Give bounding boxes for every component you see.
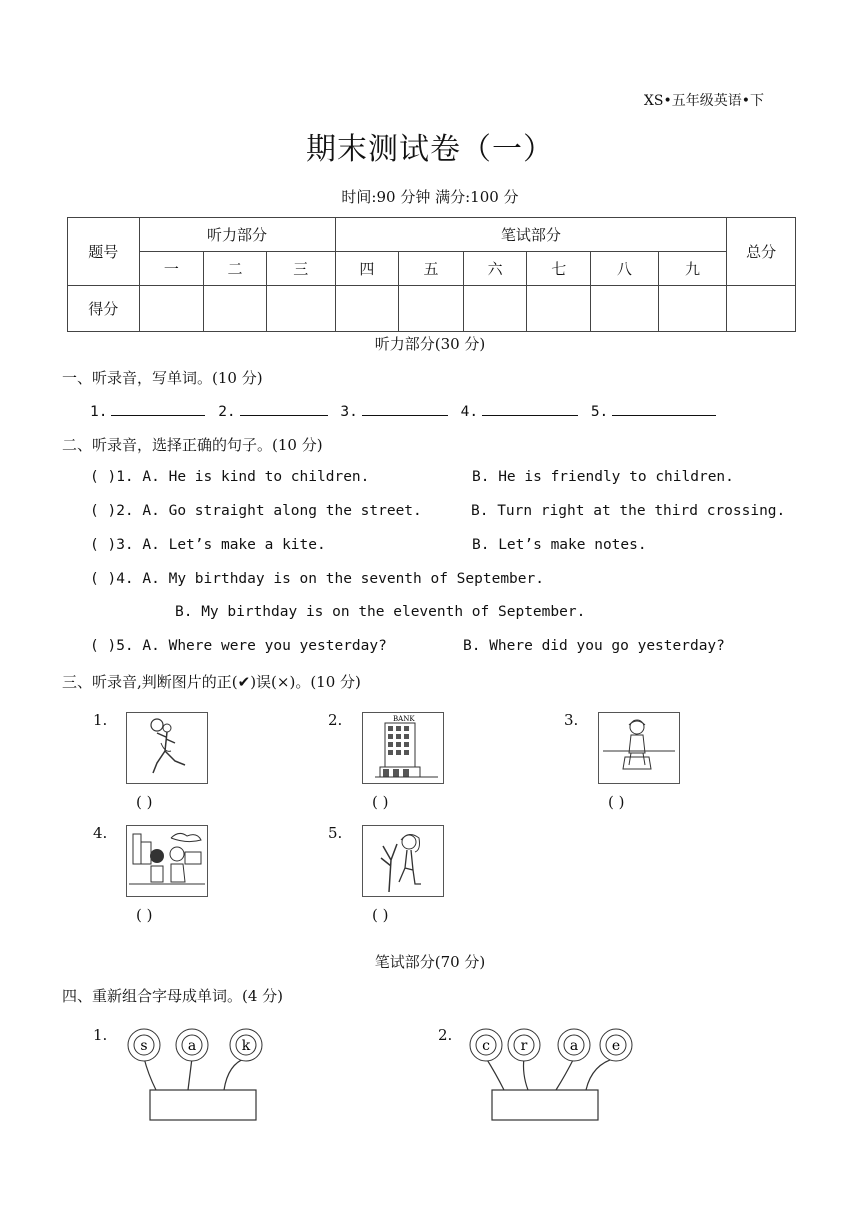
listening-cell: 听力部分 — [139, 218, 335, 252]
score-box — [527, 286, 591, 332]
score-box — [463, 286, 527, 332]
section2-title: 二、听录音，选择正确的句子。(10 分) — [62, 436, 323, 454]
bank-sign: BANK — [393, 715, 415, 723]
flower-k — [230, 1029, 262, 1061]
section1-title: 一、听录音，写单词。(10 分) — [62, 369, 263, 387]
option-b: B. Where did you go yesterday? — [463, 638, 725, 654]
answer-paren[interactable]: ( ) — [90, 638, 117, 654]
flower-a — [176, 1029, 208, 1061]
question-1 — [90, 469, 369, 485]
basketball-player-icon — [126, 712, 208, 784]
question-number: 4. — [116, 571, 134, 587]
letter: a — [569, 1038, 579, 1054]
answer-paren[interactable]: ( ) — [372, 793, 389, 811]
pic-number: 4. — [93, 824, 108, 842]
pic-number: 1. — [93, 711, 108, 729]
answer-paren[interactable]: ( ) — [90, 503, 117, 519]
col-5: 五 — [399, 252, 464, 286]
col-8: 八 — [591, 252, 659, 286]
answer-paren[interactable]: ( ) — [372, 906, 389, 924]
question-4 — [90, 571, 544, 587]
flower-s — [128, 1029, 160, 1061]
answer-paren[interactable]: ( ) — [136, 793, 153, 811]
question-3 — [90, 537, 326, 553]
flower-c — [470, 1029, 502, 1061]
zongfen-cell: 总分 — [727, 218, 796, 286]
col-1: 一 — [139, 252, 204, 286]
answer-blank-5[interactable] — [612, 401, 716, 416]
section4-title: 四、重新组合字母成单词。(4 分) — [62, 987, 284, 1005]
option-b: B. My birthday is on the eleventh of September. — [175, 604, 586, 620]
defen-cell: 得分 — [68, 286, 140, 332]
option-a: A. He is kind to children. — [142, 469, 370, 485]
girl-by-tree-icon — [362, 825, 444, 897]
flower-r — [508, 1029, 540, 1061]
header-tag: XS•五年级英语•下 — [643, 93, 764, 109]
question-number: 3. — [116, 537, 134, 553]
puzzle-number: 2. — [438, 1026, 453, 1044]
score-table — [67, 217, 796, 332]
question-number: 5. — [116, 638, 134, 654]
option-b: B. He is friendly to children. — [472, 469, 734, 485]
puzzle-number: 1. — [93, 1026, 108, 1044]
blank-num-1: 1. — [90, 404, 108, 420]
letter: a — [187, 1038, 197, 1054]
score-box — [335, 286, 399, 332]
pic-number: 5. — [328, 824, 343, 842]
pic-number: 2. — [328, 711, 343, 729]
letter: c — [482, 1038, 490, 1054]
score-box — [658, 286, 727, 332]
blank-num-3: 3. — [340, 404, 358, 420]
letter: k — [241, 1038, 251, 1054]
question-5 — [90, 638, 387, 654]
option-b: B. Turn right at the third crossing. — [471, 503, 786, 519]
exam-info: 时间:90 分钟 满分:100 分 — [341, 188, 519, 206]
writing-cell: 笔试部分 — [335, 218, 727, 252]
letter-flowers-2 — [462, 1024, 642, 1124]
answer-blank-1[interactable] — [111, 401, 205, 416]
option-a: A. Where were you yesterday? — [142, 638, 387, 654]
blank-num-5: 5. — [590, 404, 609, 420]
writing-header: 笔试部分(70 分) — [374, 953, 486, 971]
question-number: 2. — [116, 503, 134, 519]
listening-header: 听力部分(30 分) — [374, 335, 486, 353]
answer-paren[interactable]: ( ) — [136, 906, 153, 924]
letter: s — [140, 1038, 148, 1054]
score-box — [266, 286, 335, 332]
flower-e — [600, 1029, 632, 1061]
score-box — [204, 286, 267, 332]
answer-paren[interactable]: ( ) — [90, 571, 117, 587]
col-4: 四 — [335, 252, 399, 286]
score-box — [727, 286, 796, 332]
answer-blank-4[interactable] — [482, 401, 578, 416]
option-a: A. Let’s make a kite. — [142, 537, 326, 553]
blank-row — [90, 401, 720, 420]
col-6: 六 — [463, 252, 527, 286]
answer-blank-2[interactable] — [240, 401, 328, 416]
col-3: 三 — [266, 252, 335, 286]
tihao-cell: 题号 — [68, 218, 140, 286]
col-2: 二 — [204, 252, 267, 286]
flower-a — [558, 1029, 590, 1061]
col-7: 七 — [527, 252, 591, 286]
pic-number: 3. — [564, 711, 579, 729]
col-9: 九 — [658, 252, 727, 286]
blank-num-2: 2. — [218, 404, 236, 420]
score-box — [399, 286, 464, 332]
option-b: B. Let’s make notes. — [472, 537, 647, 553]
option-a: A. My birthday is on the seventh of September. — [142, 571, 544, 587]
children-in-city-icon — [126, 825, 208, 897]
score-box — [591, 286, 659, 332]
page-title: 期末测试卷（一） — [306, 132, 554, 167]
answer-paren[interactable]: ( ) — [608, 793, 625, 811]
answer-paren[interactable]: ( ) — [90, 537, 117, 553]
letter: e — [611, 1038, 621, 1054]
section3-title: 三、听录音,判断图片的正(✔)误(×)。(10 分) — [62, 673, 361, 691]
score-box — [139, 286, 204, 332]
girl-writing-icon — [598, 712, 680, 784]
answer-paren[interactable]: ( ) — [90, 469, 117, 485]
letter: r — [520, 1038, 528, 1054]
option-a: A. Go straight along the street. — [142, 503, 422, 519]
question-number: 1. — [116, 469, 134, 485]
bank-building-icon — [362, 712, 444, 784]
question-2 — [90, 503, 422, 519]
answer-blank-3[interactable] — [362, 401, 448, 416]
letter-flowers-1 — [118, 1024, 268, 1124]
blank-num-4: 4. — [460, 404, 479, 420]
